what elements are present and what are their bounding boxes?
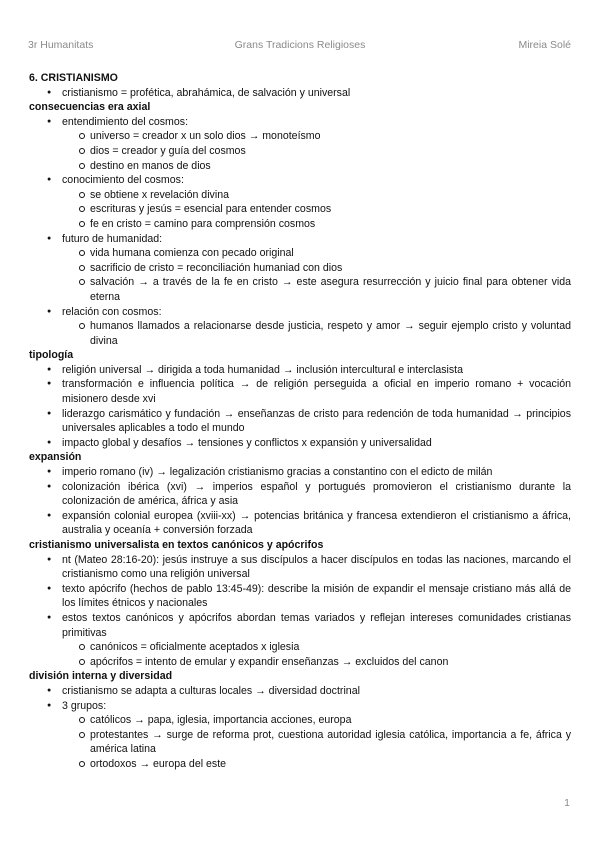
- list-item: ● nt (Mateo 28:16-20): jesús instruye a sus discípulos a hacer discípulos en todas las naciones, marcando el cristianismo como una religión universal: [29, 553, 571, 582]
- sub-list-item: dios = creador y guía del cosmos: [29, 144, 571, 159]
- sub-list-item: fe en cristo = camino para comprensión cosmos: [29, 217, 571, 232]
- section-heading-canonicos: cristianismo universalista en textos canónicos y apócrifos: [29, 539, 324, 551]
- list-item: ● relación con cosmos:: [29, 305, 571, 320]
- sub-list-item: sacrificio de cristo = reconciliación humaniad con dios: [29, 261, 571, 276]
- sub-list-item: católicos → papa, iglesia, importancia acciones, europa: [29, 713, 571, 728]
- section-heading-tipologia: tipología: [29, 349, 74, 362]
- list-item: ● texto apócrifo (hechos de pablo 13:45-49): describe la misión de expandir el mensaje cristiano más allá de los límites étnicos y nacionales: [29, 582, 571, 611]
- section-heading-axial: consecuencias era axial: [29, 101, 151, 114]
- sub-list-item: escrituras y jesús = esencial para entender cosmos: [29, 202, 571, 217]
- sub-list-item: universo = creador x un solo dios → monoteísmo: [29, 129, 571, 144]
- sub-list-item: apócrifos = intento de emular y expandir enseñanzas → excluidos del canon: [29, 655, 571, 670]
- sub-list-item: se obtiene x revelación divina: [29, 188, 571, 203]
- list-item: ● colonización ibérica (xvi) → imperios español y portugués promovieron el cristianismo durante la colonización de américa, áfrica y asia: [29, 480, 571, 509]
- sub-list-item: destino en manos de dios: [29, 159, 571, 174]
- page-title: 6. CRISTIANISMO: [29, 72, 118, 84]
- header-subject: Grans Tradicions Religioses: [234, 39, 366, 51]
- sub-list-item: humanos llamados a relacionarse desde justicia, respeto y amor → seguir ejemplo cristo y voluntad divina: [29, 319, 571, 348]
- sub-list-item: vida humana comienza con pecado original: [29, 246, 571, 261]
- sub-list-item: ortodoxos → europa del este: [29, 757, 571, 772]
- list-item: ● conocimiento del cosmos:: [29, 173, 571, 188]
- sub-list-item: salvación → a través de la fe en cristo → este asegura resurrección y juicio final para obtener vida eterna: [29, 275, 571, 304]
- list-item: ● expansión colonial europea (xviii-xx) → potencias británica y francesa extendieron el cristianismo a áfrica, australia y oceanía + conversión forzada: [29, 509, 571, 538]
- document-body: [29, 71, 571, 772]
- section-heading-expansion: expansión: [29, 451, 82, 464]
- section-heading-division: división interna y diversidad: [29, 670, 173, 683]
- list-item: ● futuro de humanidad:: [29, 232, 571, 247]
- list-item: ● 3 grupos:: [29, 699, 571, 714]
- list-item: ● cristianismo = profética, abrahámica, de salvación y universal: [29, 86, 571, 101]
- header-course: 3r Humanitats: [28, 39, 94, 51]
- list-item: ● cristianismo se adapta a culturas locales → diversidad doctrinal: [29, 684, 571, 699]
- header-author: Mireia Solé: [518, 39, 571, 51]
- page-number: 1: [564, 797, 570, 809]
- sub-list-item: canónicos = oficialmente aceptados x iglesia: [29, 640, 571, 655]
- list-item: ● impacto global y desafíos → tensiones y conflictos x expansión y universalidad: [29, 436, 571, 451]
- list-item: ● liderazgo carismático y fundación → enseñanzas de cristo para redención de toda humanidad → principios universales aplicables a todo el mundo: [29, 407, 571, 436]
- sub-list-item: protestantes → surge de reforma prot, cuestiona autoridad iglesia católica, importancia a fe, áfrica y américa latina: [29, 728, 571, 757]
- list-item: ● religión universal → dirigida a toda humanidad → inclusión intercultural e interclasista: [29, 363, 571, 378]
- list-item: ● imperio romano (iv) → legalización cristianismo gracias a constantino con el edicto de milán: [29, 465, 571, 480]
- list-item: ● transformación e influencia política → de religión perseguida a oficial en imperio romano + vocación misionero desde xvi: [29, 377, 571, 406]
- list-item: ● estos textos canónicos y apócrifos abordan temas variados y reflejan intereses comunidades cristianas primitivas: [29, 611, 571, 640]
- list-item: ● entendimiento del cosmos:: [29, 115, 571, 130]
